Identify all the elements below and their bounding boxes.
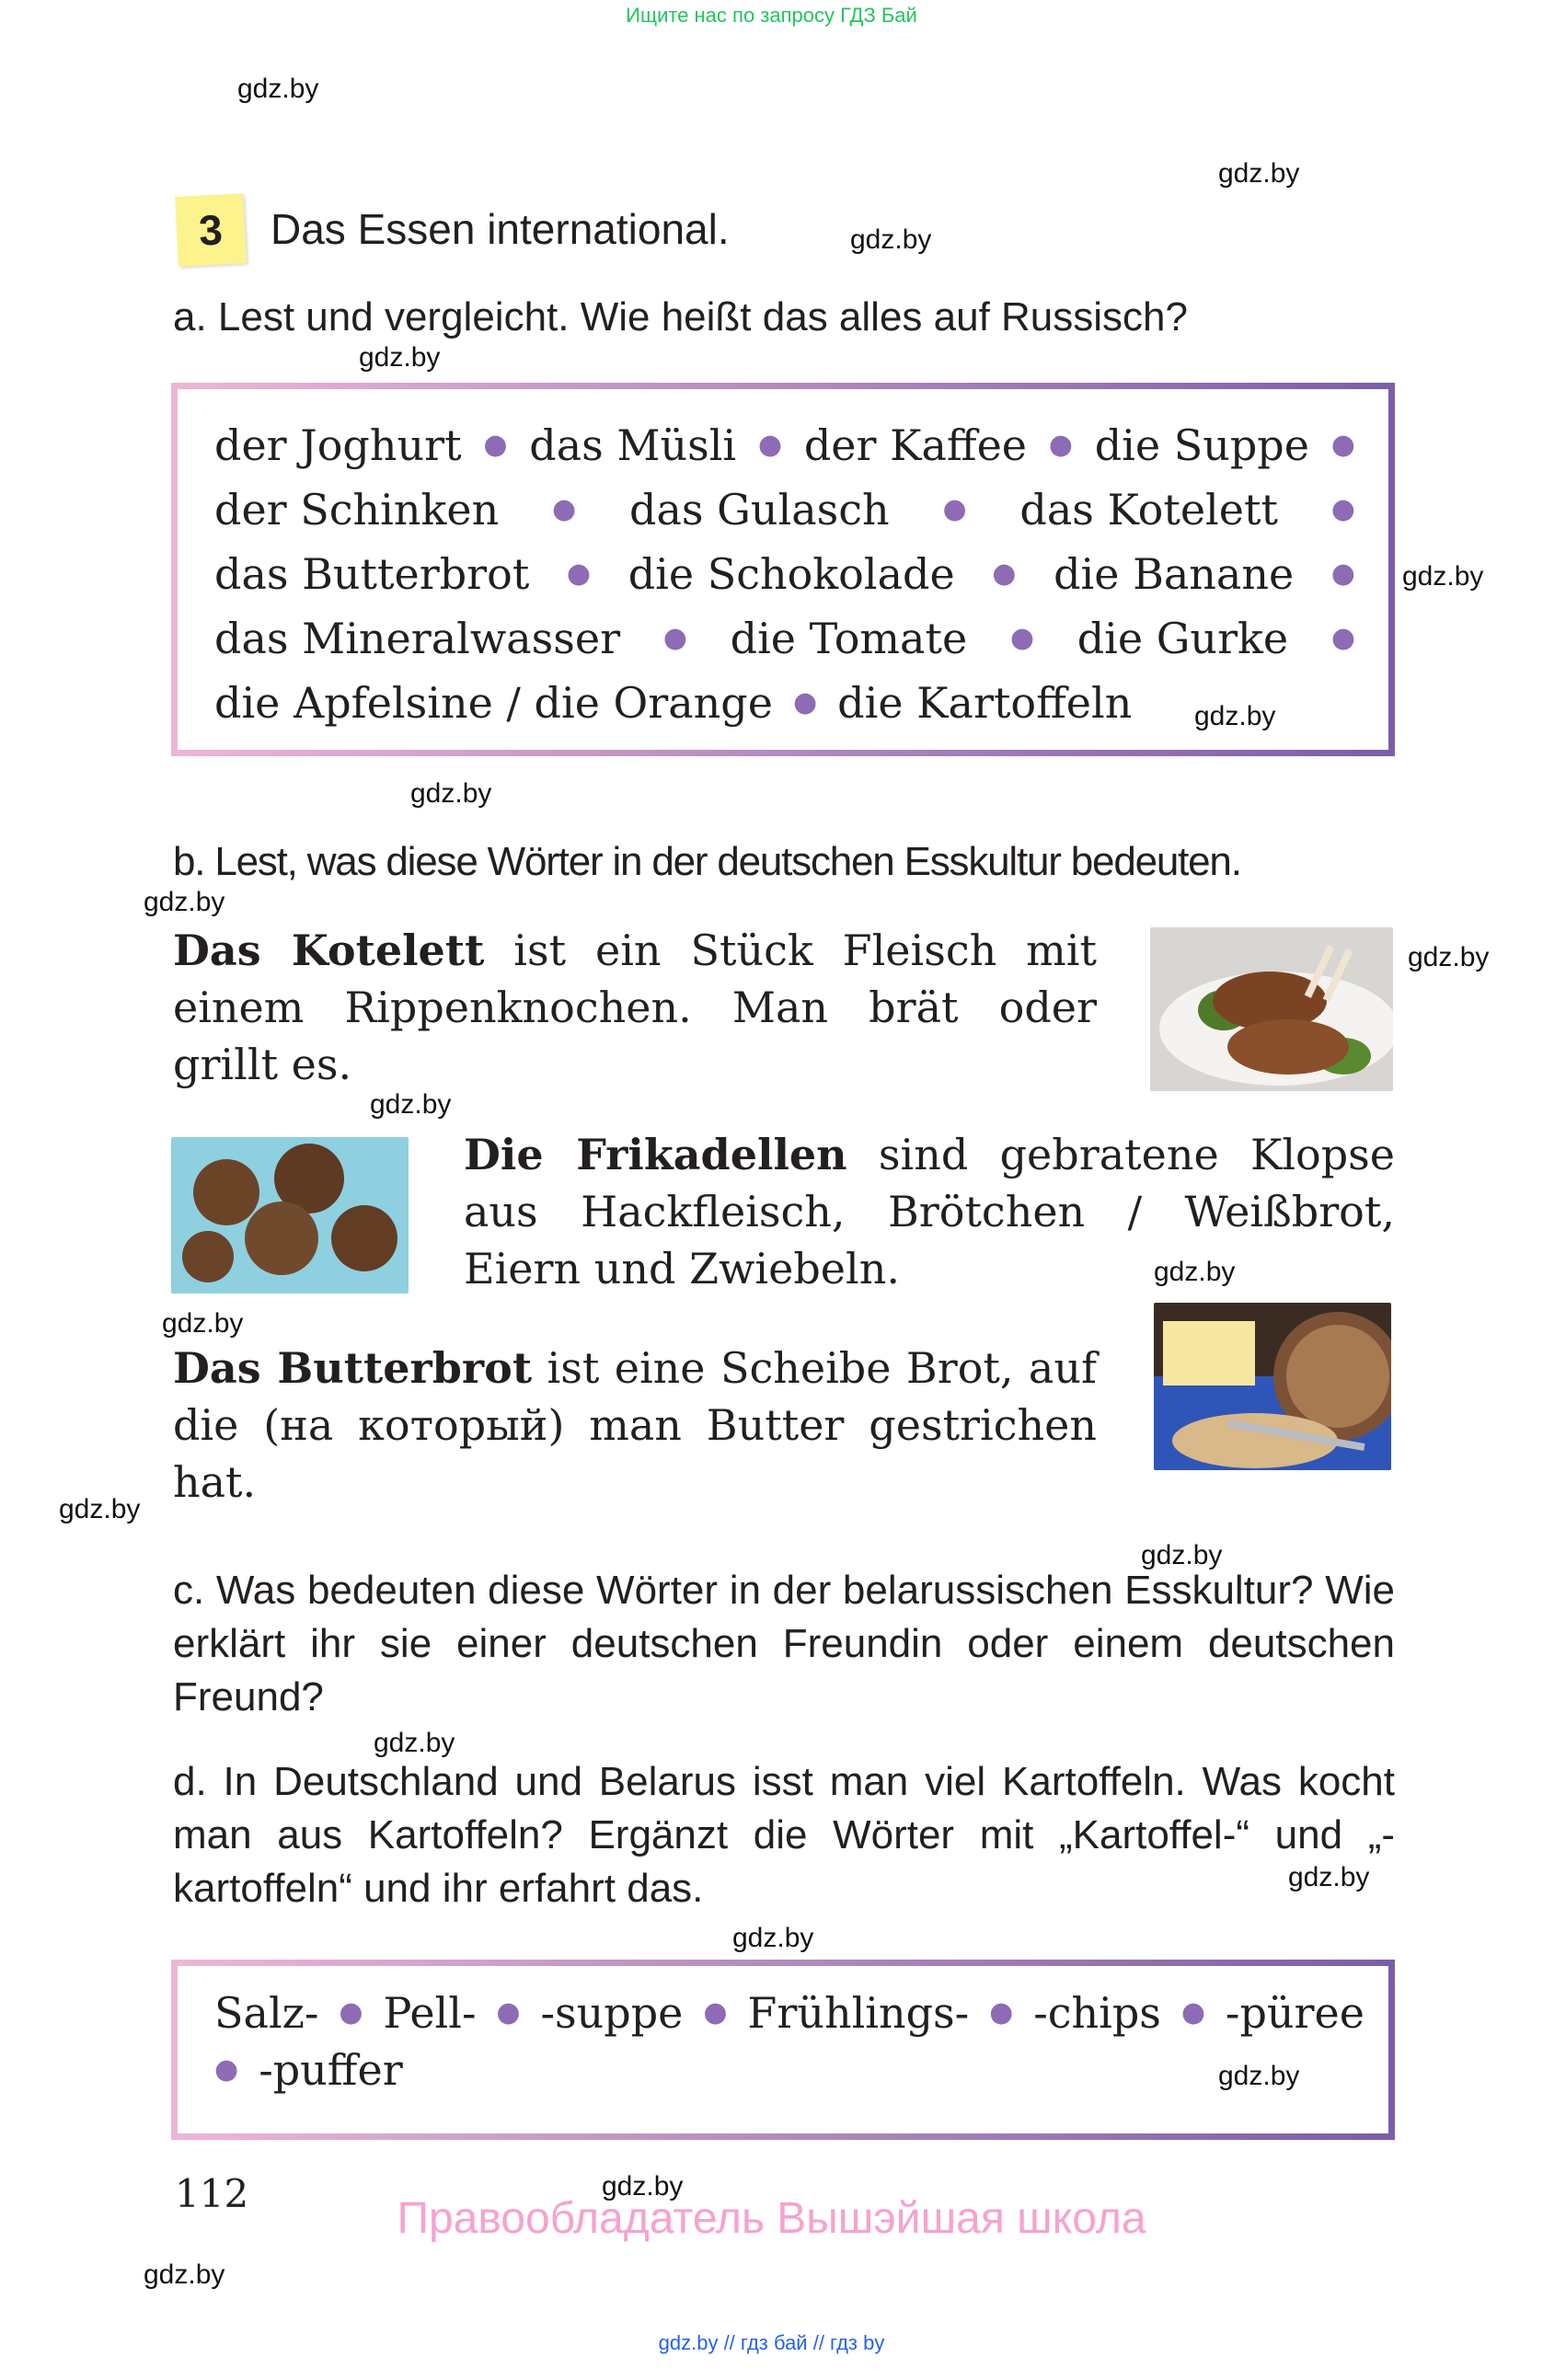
- bullet-icon: ●: [1330, 429, 1355, 461]
- watermark: gdz.by: [162, 1308, 244, 1339]
- vocabulary-line: [214, 671, 1355, 735]
- potato-words-list: [214, 1984, 1365, 2098]
- bullet-icon: ●: [496, 1996, 521, 2029]
- task-title: Das Essen international.: [271, 205, 730, 253]
- watermark: gdz.by: [1194, 701, 1276, 731]
- word: die Schokolade: [628, 549, 955, 599]
- watermark: gdz.by: [374, 1728, 455, 1758]
- word: der Schinken: [214, 485, 500, 535]
- top-banner[interactable]: Ищите нас по запросу ГДЗ Бай: [626, 4, 917, 27]
- watermark: gdz.by: [1218, 158, 1300, 189]
- vocabulary-line: [214, 413, 1355, 477]
- kotelett-paragraph: [173, 922, 1097, 1093]
- bullet-icon: ●: [1180, 1996, 1206, 2029]
- definition: ist ein Stück Fleisch mit einem Rippenknochen. Man brät oder grillt es.: [173, 926, 1097, 1089]
- part-b-heading: b. Lest, was diese Wörter in der deutschen Esskultur bedeuten.: [173, 839, 1241, 884]
- task-number-badge: 3: [175, 193, 247, 267]
- copyright-owner: Правообладатель Вышэйшая школа: [397, 2194, 1146, 2243]
- bullet-icon: ●: [566, 558, 592, 590]
- watermark: gdz.by: [732, 1923, 814, 1953]
- watermark: gdz.by: [602, 2171, 684, 2202]
- watermark: gdz.by: [237, 74, 319, 104]
- bullet-icon: ●: [214, 2053, 239, 2086]
- word: das Mineralwasser: [214, 614, 621, 663]
- definition: sind gebratene Klopse aus Hackfleisch, Brötchen / Weißbrot, Eiern und Zwiebeln.: [464, 1130, 1395, 1293]
- word: das Gulasch: [629, 485, 890, 535]
- watermark: gdz.by: [370, 1089, 452, 1120]
- butterbrot-paragraph: [173, 1339, 1097, 1511]
- word: Frühlings-: [747, 1988, 970, 2038]
- word: -suppe: [540, 1988, 684, 2038]
- watermark: gdz.by: [144, 887, 225, 917]
- bullet-icon: ●: [703, 1996, 728, 2029]
- bullet-icon: ●: [1330, 558, 1355, 590]
- potato-words-line: [214, 2041, 1365, 2098]
- vocabulary-line: [214, 477, 1355, 542]
- vocabulary-box: [171, 383, 1395, 756]
- vocabulary-list: [214, 413, 1355, 735]
- watermark: gdz.by: [1402, 561, 1484, 592]
- word: die Apfelsine / die Orange: [214, 678, 773, 728]
- watermark: gdz.by: [1154, 1257, 1236, 1287]
- word: das Kotelett: [1019, 485, 1278, 535]
- watermark: gdz.by: [1288, 1862, 1370, 1892]
- word: Salz-: [214, 1988, 319, 2038]
- word: die Suppe: [1094, 420, 1309, 470]
- bullet-icon: ●: [1330, 493, 1355, 525]
- word: die Tomate: [730, 614, 968, 663]
- bullet-icon: ●: [757, 429, 783, 461]
- word: die Gurke: [1077, 614, 1289, 663]
- watermark: gdz.by: [1141, 1540, 1223, 1570]
- bullet-icon: ●: [483, 429, 508, 461]
- bullet-icon: ●: [552, 493, 577, 525]
- bullet-icon: ●: [1009, 622, 1035, 654]
- word: -chips: [1033, 1988, 1161, 2038]
- butterbrot-photo: [1154, 1303, 1391, 1470]
- word: -puffer: [259, 2045, 403, 2095]
- word: der Kaffee: [803, 420, 1028, 470]
- frikadellen-photo: [171, 1137, 409, 1293]
- bullet-icon: ●: [989, 1996, 1014, 2029]
- word: das Müsli: [529, 420, 737, 470]
- watermark: gdz.by: [144, 2259, 225, 2290]
- term: Das Kotelett: [173, 926, 485, 975]
- word: die Kartoffeln: [837, 678, 1133, 728]
- potato-words-box: [171, 1960, 1395, 2140]
- footer-links[interactable]: gdz.by // гдз бай // гдз by: [658, 2331, 885, 2354]
- vocabulary-line: [214, 606, 1355, 671]
- potato-words-line: [214, 1984, 1365, 2041]
- page-number: 112: [175, 2171, 249, 2216]
- bullet-icon: ●: [942, 493, 967, 525]
- bullet-icon: ●: [1330, 622, 1355, 654]
- bullet-icon: ●: [792, 686, 818, 719]
- word: Pell-: [383, 1988, 477, 2038]
- definition: ist eine Scheibe Brot, auf die (на который) man Butter gestrichen hat.: [173, 1343, 1098, 1507]
- part-c-heading: c. Was bedeuten diese Wörter in der belarussischen Esskultur? Wie erklärt ihr sie einer deutschen Freundin oder einem deutschen Freund?: [173, 1568, 1395, 1719]
- part-a-heading: a. Lest und vergleicht. Wie heißt das alles auf Russisch?: [173, 294, 1188, 339]
- watermark: gdz.by: [1408, 942, 1490, 972]
- watermark: gdz.by: [410, 778, 492, 809]
- bullet-icon: ●: [339, 1996, 363, 2029]
- bullet-icon: ●: [662, 622, 687, 654]
- watermark: gdz.by: [1218, 2061, 1300, 2091]
- word: -püree: [1225, 1988, 1365, 2038]
- word: die Banane: [1054, 549, 1295, 599]
- frikadellen-paragraph: [464, 1126, 1395, 1297]
- watermark: gdz.by: [850, 224, 932, 255]
- term: Das Butterbrot: [173, 1343, 533, 1393]
- kotelett-photo: [1150, 927, 1393, 1091]
- word: das Butterbrot: [214, 549, 530, 599]
- word: der Joghurt: [214, 420, 462, 470]
- part-d-heading: d. In Deutschland und Belarus isst man viel Kartoffeln. Was kocht man aus Kartoffeln? Ergänzt die Wörter mit „Kartoffel-“ und „-kartoffeln“ und ihr erfahrt das.: [173, 1759, 1395, 1911]
- vocabulary-line: [214, 542, 1355, 606]
- watermark: gdz.by: [59, 1494, 141, 1524]
- term: Die Frikadellen: [464, 1130, 847, 1179]
- watermark: gdz.by: [359, 342, 441, 373]
- bullet-icon: ●: [992, 558, 1017, 590]
- bullet-icon: ●: [1048, 429, 1073, 461]
